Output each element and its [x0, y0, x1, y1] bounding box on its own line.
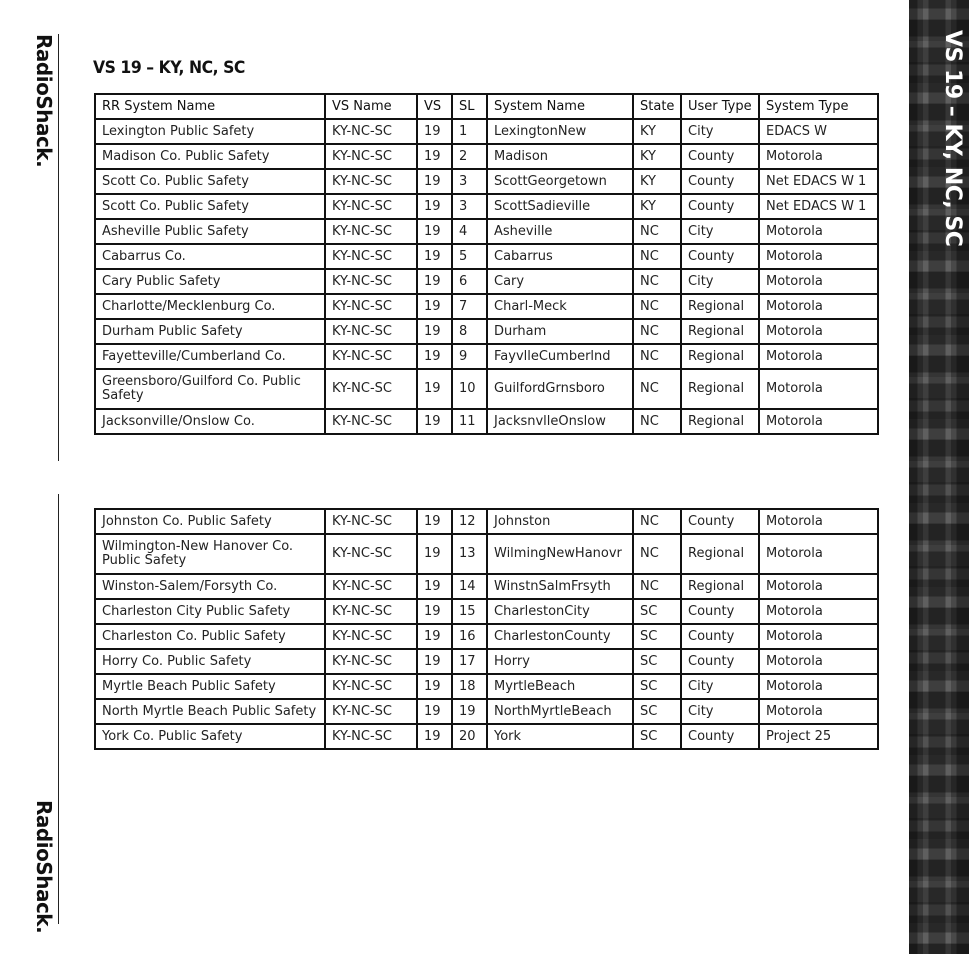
cell-system-name: LexingtonNew	[487, 119, 633, 144]
cell-state: NC	[633, 574, 681, 599]
table-row	[95, 119, 878, 144]
cell-sl: 16	[452, 624, 487, 649]
cell-vs-name: KY-NC-SC	[325, 369, 417, 409]
cell-vs: 19	[417, 344, 452, 369]
cell-user-type: Regional	[681, 574, 759, 599]
cell-sl: 11	[452, 409, 487, 434]
table-row	[95, 534, 878, 574]
cell-system-type: Net EDACS W 1	[759, 169, 878, 194]
cell-state: KY	[633, 194, 681, 219]
cell-rr-system-name: Cary Public Safety	[95, 269, 325, 294]
cell-state: NC	[633, 319, 681, 344]
cell-system-name: FayvlleCumberlnd	[487, 344, 633, 369]
table-row	[95, 674, 878, 699]
header-user-type: User Type	[681, 94, 759, 119]
cell-system-name: WinstnSalmFrsyth	[487, 574, 633, 599]
cell-system-name: WilmingNewHanovr	[487, 534, 633, 574]
cell-sl: 1	[452, 119, 487, 144]
cell-sl: 3	[452, 194, 487, 219]
cell-vs: 19	[417, 624, 452, 649]
cell-vs: 19	[417, 219, 452, 244]
cell-state: SC	[633, 699, 681, 724]
cell-sl: 13	[452, 534, 487, 574]
cell-system-name: CharlestonCounty	[487, 624, 633, 649]
header-system-type: System Type	[759, 94, 878, 119]
cell-system-name: Asheville	[487, 219, 633, 244]
table-row	[95, 344, 878, 369]
cell-user-type: County	[681, 509, 759, 534]
cell-system-name: Horry	[487, 649, 633, 674]
cell-vs: 19	[417, 649, 452, 674]
table-row	[95, 624, 878, 649]
cell-vs: 19	[417, 244, 452, 269]
cell-system-name: CharlestonCity	[487, 599, 633, 624]
cell-user-type: County	[681, 724, 759, 749]
cell-vs: 19	[417, 574, 452, 599]
cell-user-type: Regional	[681, 344, 759, 369]
cell-system-name: ScottGeorgetown	[487, 169, 633, 194]
cell-vs: 19	[417, 269, 452, 294]
cell-vs-name: KY-NC-SC	[325, 699, 417, 724]
table-row	[95, 409, 878, 434]
cell-system-type: Motorola	[759, 369, 878, 409]
cell-rr-system-name: Wilmington-New Hanover Co. Public Safety	[95, 534, 325, 574]
cell-system-name: JacksnvlleOnslow	[487, 409, 633, 434]
cell-state: SC	[633, 674, 681, 699]
table-row	[95, 169, 878, 194]
header-sl: SL	[452, 94, 487, 119]
cell-system-type: Motorola	[759, 144, 878, 169]
cell-rr-system-name: Myrtle Beach Public Safety	[95, 674, 325, 699]
cell-vs-name: KY-NC-SC	[325, 624, 417, 649]
cell-rr-system-name: Scott Co. Public Safety	[95, 194, 325, 219]
header-vs-name: VS Name	[325, 94, 417, 119]
cell-system-name: Cabarrus	[487, 244, 633, 269]
cell-sl: 14	[452, 574, 487, 599]
cell-system-name: Madison	[487, 144, 633, 169]
cell-system-type: Net EDACS W 1	[759, 194, 878, 219]
cell-state: KY	[633, 119, 681, 144]
cell-state: SC	[633, 724, 681, 749]
cell-rr-system-name: Charleston City Public Safety	[95, 599, 325, 624]
cell-state: SC	[633, 624, 681, 649]
cell-user-type: County	[681, 144, 759, 169]
cell-sl: 7	[452, 294, 487, 319]
cell-system-type: Motorola	[759, 509, 878, 534]
cell-vs: 19	[417, 169, 452, 194]
cell-sl: 5	[452, 244, 487, 269]
header-rr-system-name: RR System Name	[95, 94, 325, 119]
table-row	[95, 574, 878, 599]
cell-system-name: MyrtleBeach	[487, 674, 633, 699]
cell-sl: 4	[452, 219, 487, 244]
cell-state: NC	[633, 219, 681, 244]
cell-sl: 8	[452, 319, 487, 344]
systems-table-bottom	[94, 508, 879, 750]
cell-system-type: Motorola	[759, 344, 878, 369]
cell-sl: 3	[452, 169, 487, 194]
cell-user-type: Regional	[681, 294, 759, 319]
cell-user-type: County	[681, 624, 759, 649]
cell-vs-name: KY-NC-SC	[325, 144, 417, 169]
cell-rr-system-name: Durham Public Safety	[95, 319, 325, 344]
cell-system-type: Motorola	[759, 624, 878, 649]
cell-vs-name: KY-NC-SC	[325, 724, 417, 749]
table-row	[95, 699, 878, 724]
page-title: VS 19 – KY, NC, SC	[93, 58, 245, 78]
cell-vs-name: KY-NC-SC	[325, 269, 417, 294]
cell-state: NC	[633, 294, 681, 319]
cell-system-type: Motorola	[759, 409, 878, 434]
cell-vs-name: KY-NC-SC	[325, 599, 417, 624]
cell-sl: 6	[452, 269, 487, 294]
table-row	[95, 319, 878, 344]
cell-vs: 19	[417, 144, 452, 169]
cell-user-type: City	[681, 674, 759, 699]
cell-system-name: ScottSadieville	[487, 194, 633, 219]
table-row	[95, 269, 878, 294]
cell-sl: 19	[452, 699, 487, 724]
cell-vs-name: KY-NC-SC	[325, 649, 417, 674]
cell-vs-name: KY-NC-SC	[325, 574, 417, 599]
cell-sl: 2	[452, 144, 487, 169]
cell-rr-system-name: Scott Co. Public Safety	[95, 169, 325, 194]
cell-vs-name: KY-NC-SC	[325, 169, 417, 194]
cell-rr-system-name: Horry Co. Public Safety	[95, 649, 325, 674]
cell-vs: 19	[417, 409, 452, 434]
cell-system-type: Motorola	[759, 219, 878, 244]
cell-sl: 10	[452, 369, 487, 409]
cell-user-type: County	[681, 194, 759, 219]
cell-user-type: Regional	[681, 369, 759, 409]
cell-system-type: Motorola	[759, 674, 878, 699]
cell-system-type: Motorola	[759, 244, 878, 269]
margin-rule-bottom	[58, 494, 59, 924]
cell-user-type: County	[681, 649, 759, 674]
cell-state: NC	[633, 244, 681, 269]
systems-table-top	[94, 93, 879, 435]
cell-vs-name: KY-NC-SC	[325, 509, 417, 534]
header-system-name: System Name	[487, 94, 633, 119]
cell-rr-system-name: Charlotte/Mecklenburg Co.	[95, 294, 325, 319]
cell-user-type: City	[681, 269, 759, 294]
cell-system-type: Motorola	[759, 649, 878, 674]
cell-rr-system-name: Madison Co. Public Safety	[95, 144, 325, 169]
cell-system-type: Motorola	[759, 294, 878, 319]
cell-system-type: Motorola	[759, 319, 878, 344]
section-side-tab	[909, 0, 969, 954]
cell-vs: 19	[417, 534, 452, 574]
cell-vs-name: KY-NC-SC	[325, 319, 417, 344]
cell-user-type: Regional	[681, 319, 759, 344]
cell-system-name: GuilfordGrnsboro	[487, 369, 633, 409]
table-row	[95, 724, 878, 749]
cell-system-name: NorthMyrtleBeach	[487, 699, 633, 724]
cell-state: NC	[633, 269, 681, 294]
cell-system-type: Motorola	[759, 534, 878, 574]
cell-system-name: Durham	[487, 319, 633, 344]
cell-vs: 19	[417, 599, 452, 624]
cell-vs-name: KY-NC-SC	[325, 244, 417, 269]
cell-rr-system-name: Fayetteville/Cumberland Co.	[95, 344, 325, 369]
cell-system-name: Cary	[487, 269, 633, 294]
cell-rr-system-name: Charleston Co. Public Safety	[95, 624, 325, 649]
cell-vs-name: KY-NC-SC	[325, 674, 417, 699]
table-row	[95, 369, 878, 409]
cell-state: NC	[633, 409, 681, 434]
cell-rr-system-name: Johnston Co. Public Safety	[95, 509, 325, 534]
table-header-row	[95, 94, 878, 119]
brand-logo-top: RadioShack.	[32, 34, 56, 168]
table-row	[95, 194, 878, 219]
cell-vs-name: KY-NC-SC	[325, 119, 417, 144]
cell-vs-name: KY-NC-SC	[325, 534, 417, 574]
cell-user-type: City	[681, 219, 759, 244]
cell-vs-name: KY-NC-SC	[325, 409, 417, 434]
cell-sl: 18	[452, 674, 487, 699]
cell-rr-system-name: Lexington Public Safety	[95, 119, 325, 144]
cell-state: NC	[633, 344, 681, 369]
header-state: State	[633, 94, 681, 119]
table-row	[95, 509, 878, 534]
cell-vs-name: KY-NC-SC	[325, 219, 417, 244]
header-vs: VS	[417, 94, 452, 119]
cell-system-name: York	[487, 724, 633, 749]
brand-logo-bottom: RadioShack.	[32, 800, 56, 934]
cell-sl: 17	[452, 649, 487, 674]
table-row	[95, 144, 878, 169]
cell-rr-system-name: Greensboro/Guilford Co. Public Safety	[95, 369, 325, 409]
cell-system-name: Charl-Meck	[487, 294, 633, 319]
cell-rr-system-name: Jacksonville/Onslow Co.	[95, 409, 325, 434]
cell-state: SC	[633, 599, 681, 624]
cell-vs-name: KY-NC-SC	[325, 344, 417, 369]
side-tab-title: VS 19 – KY, NC, SC	[940, 30, 965, 247]
cell-rr-system-name: Winston-Salem/Forsyth Co.	[95, 574, 325, 599]
cell-user-type: City	[681, 119, 759, 144]
cell-vs: 19	[417, 724, 452, 749]
cell-user-type: Regional	[681, 534, 759, 574]
cell-state: KY	[633, 144, 681, 169]
margin-rule-top	[58, 34, 59, 461]
cell-vs: 19	[417, 369, 452, 409]
cell-user-type: City	[681, 699, 759, 724]
cell-vs: 19	[417, 674, 452, 699]
cell-vs: 19	[417, 119, 452, 144]
cell-state: SC	[633, 649, 681, 674]
cell-rr-system-name: York Co. Public Safety	[95, 724, 325, 749]
table-row	[95, 599, 878, 624]
cell-system-name: Johnston	[487, 509, 633, 534]
cell-user-type: County	[681, 599, 759, 624]
cell-vs-name: KY-NC-SC	[325, 294, 417, 319]
cell-state: KY	[633, 169, 681, 194]
cell-state: NC	[633, 534, 681, 574]
cell-rr-system-name: Cabarrus Co.	[95, 244, 325, 269]
cell-vs: 19	[417, 319, 452, 344]
cell-sl: 15	[452, 599, 487, 624]
cell-rr-system-name: Asheville Public Safety	[95, 219, 325, 244]
cell-user-type: County	[681, 244, 759, 269]
cell-state: NC	[633, 509, 681, 534]
cell-system-type: Project 25	[759, 724, 878, 749]
cell-sl: 9	[452, 344, 487, 369]
cell-vs: 19	[417, 509, 452, 534]
cell-rr-system-name: North Myrtle Beach Public Safety	[95, 699, 325, 724]
cell-vs: 19	[417, 294, 452, 319]
cell-state: NC	[633, 369, 681, 409]
cell-system-type: Motorola	[759, 574, 878, 599]
cell-vs: 19	[417, 194, 452, 219]
cell-system-type: Motorola	[759, 599, 878, 624]
cell-sl: 12	[452, 509, 487, 534]
table-row	[95, 219, 878, 244]
table-row	[95, 649, 878, 674]
cell-system-type: Motorola	[759, 269, 878, 294]
cell-user-type: County	[681, 169, 759, 194]
cell-vs-name: KY-NC-SC	[325, 194, 417, 219]
cell-vs: 19	[417, 699, 452, 724]
table-row	[95, 244, 878, 269]
cell-system-type: EDACS W	[759, 119, 878, 144]
table-row	[95, 294, 878, 319]
cell-system-type: Motorola	[759, 699, 878, 724]
cell-sl: 20	[452, 724, 487, 749]
cell-user-type: Regional	[681, 409, 759, 434]
